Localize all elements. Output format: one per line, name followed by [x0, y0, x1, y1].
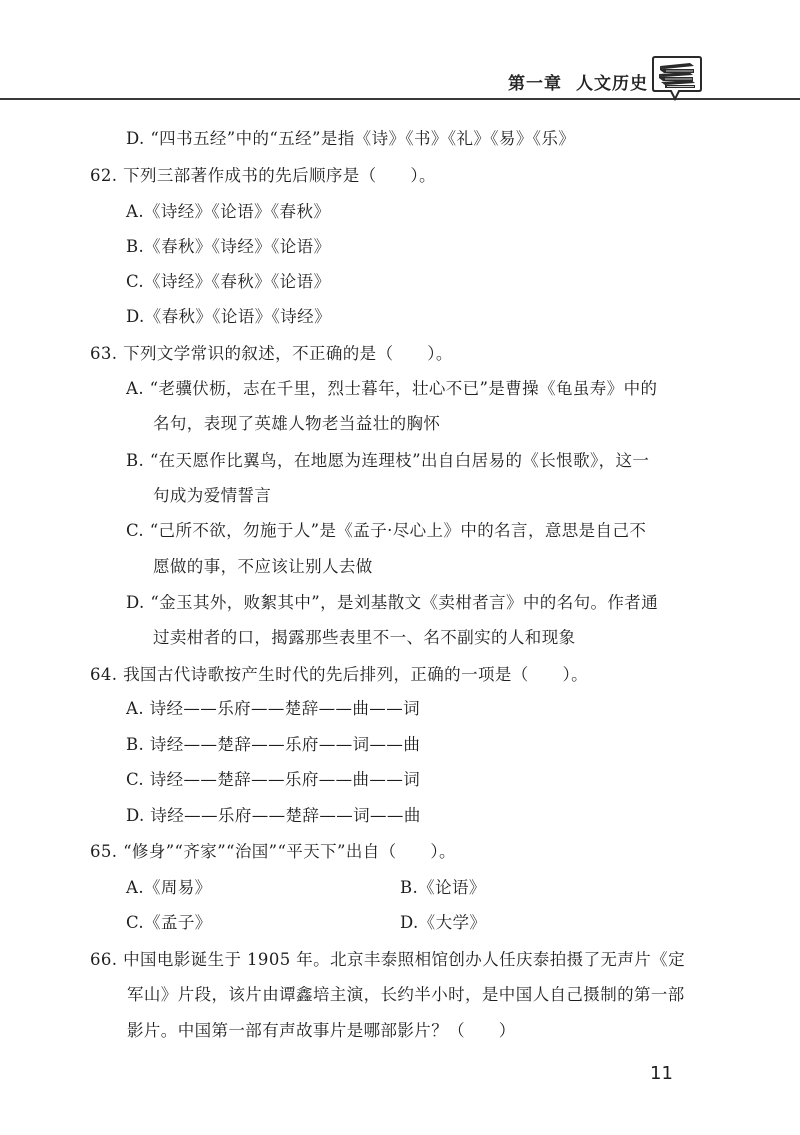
- question-66-line-3: 影片。中国第一部有声故事片是哪部影片？（ ）: [127, 1021, 516, 1040]
- page-number: 11: [650, 1063, 673, 1084]
- q65-option-b: B.《论语》: [400, 878, 486, 897]
- q62-option-c: C.《诗经》《春秋》《论语》: [126, 272, 331, 291]
- q63-option-c-continued: 愿做的事，不应该让别人去做: [153, 557, 373, 576]
- q62-option-d: D.《春秋》《论语》《诗经》: [126, 307, 331, 326]
- q62-option-a: A.《诗经》《论语》《春秋》: [126, 202, 331, 221]
- q64-option-a: A. 诗经——乐府——楚辞——曲——词: [126, 699, 421, 718]
- chapter-title: 人文历史: [576, 74, 648, 94]
- q63-option-a-continued: 名句，表现了英雄人物老当益壮的胸怀: [153, 414, 441, 433]
- q61-option-d: D. “四书五经”中的“五经”是指《诗》《书》《礼》《易》《乐》: [126, 129, 576, 148]
- q63-option-a: A. “老骥伏枥，志在千里，烈士暮年，壮心不已”是曹操《龟虽寿》中的: [126, 379, 658, 398]
- question-65: 65. “修身”“齐家”“治国”“平天下”出自（ ）。: [90, 842, 456, 861]
- q64-option-d: D. 诗经——乐府——楚辞——词——曲: [126, 806, 421, 825]
- chapter-number: 第一章: [508, 74, 562, 94]
- chapter-heading: [508, 69, 648, 94]
- q64-option-c: C. 诗经——楚辞——乐府——曲——词: [126, 770, 421, 789]
- q63-option-d: D. “金玉其外，败絮其中”，是刘基散文《卖柑者言》中的名句。作者通: [126, 593, 659, 612]
- question-62: 62. 下列三部著作成书的先后顺序是（ ）。: [90, 166, 436, 185]
- q63-option-c: C. “己所不欲，勿施于人”是《孟子·尽心上》中的名言，意思是自己不: [126, 521, 647, 540]
- books-icon: [651, 53, 703, 105]
- question-64: 64. 我国古代诗歌按产生时代的先后排列，正确的一项是（ ）。: [90, 665, 589, 684]
- q65-option-c: C.《孟子》: [126, 913, 212, 932]
- question-66: 66. 中国电影诞生于 1905 年。北京丰泰照相馆创办人任庆泰拍摄了无声片《定: [90, 950, 685, 969]
- page-header: [0, 0, 800, 110]
- q63-option-d-continued: 过卖柑者的口，揭露那些表里不一、名不副实的人和现象: [153, 628, 576, 647]
- q63-option-b: B. “在天愿作比翼鸟，在地愿为连理枝”出自白居易的《长恨歌》，这一: [126, 451, 650, 470]
- question-63: 63. 下列文学常识的叙述，不正确的是（ ）。: [90, 344, 453, 363]
- q65-option-d: D.《大学》: [400, 913, 487, 932]
- q62-option-b: B.《春秋》《诗经》《论语》: [126, 237, 331, 256]
- q63-option-b-continued: 句成为爱情誓言: [153, 486, 272, 505]
- question-66-line-2: 军山》片段，该片由谭鑫培主演，长约半小时，是中国人自己摄制的第一部: [127, 985, 685, 1004]
- q64-option-b: B. 诗经——楚辞——乐府——词——曲: [126, 735, 421, 754]
- q65-option-a: A.《周易》: [126, 878, 212, 897]
